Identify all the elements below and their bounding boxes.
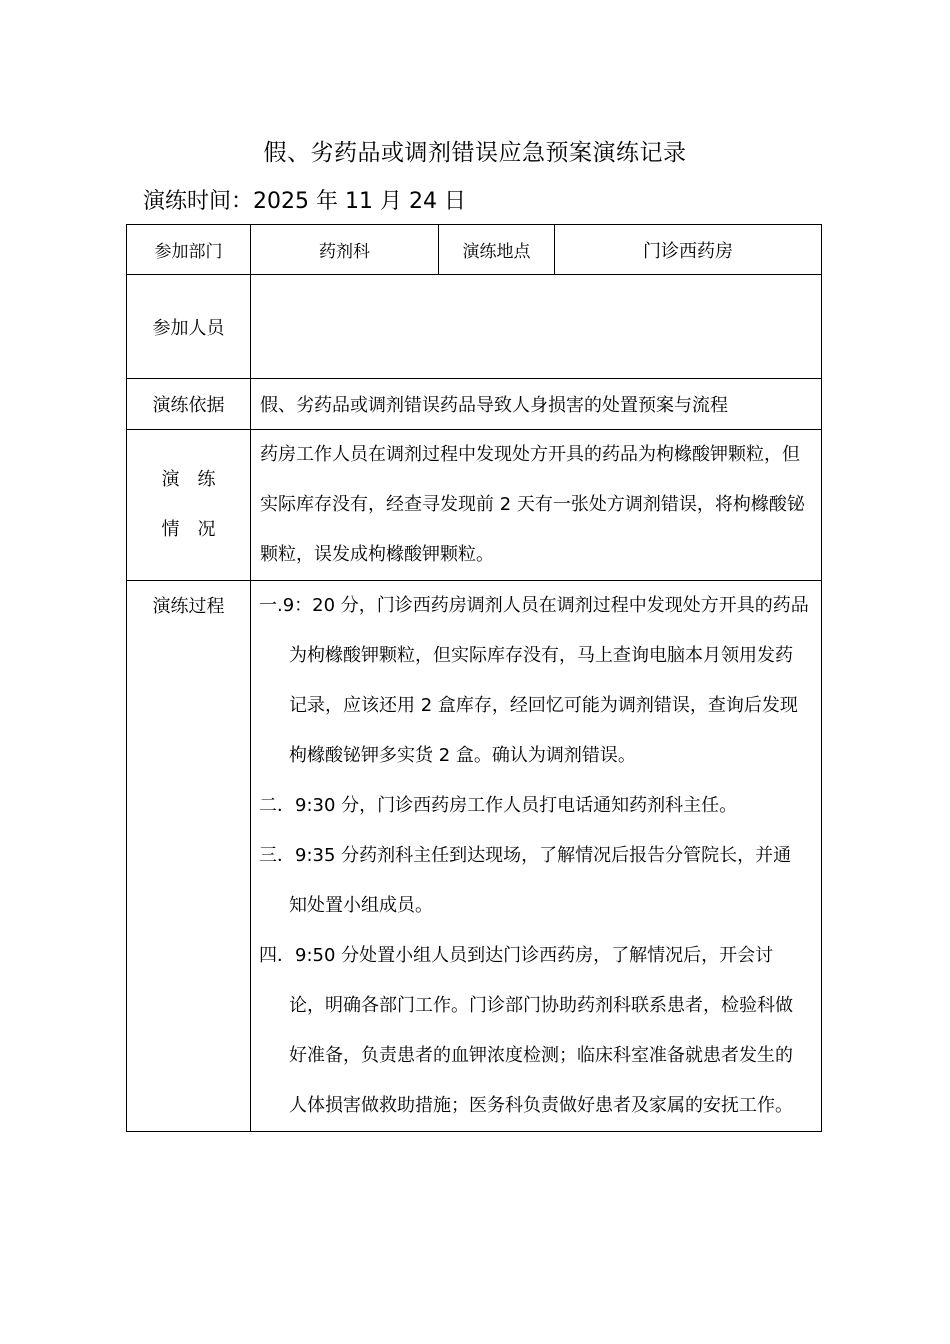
process-step: 四．9:50 分处置小组人员到达门诊西药房，了解情况后，开会讨论，明确各部门工作。门诊部门协助药剂科联系患者，检验科做好准备，负责患者的血钾浓度检测；临床科室准备就患者发生的人体损害做救助措施；医务科负责做好患者及家属的安抚工作。 [259, 945, 793, 1116]
dept-value: 药剂科 [251, 225, 439, 275]
basis-value: 假、劣药品或调剂错误药品导致人身损害的处置预案与流程 [251, 379, 822, 430]
location-value: 门诊西药房 [555, 225, 822, 275]
table-row [127, 225, 822, 275]
document-title: 假、劣药品或调剂错误应急预案演练记录 [263, 140, 687, 166]
drill-time: 演练时间：2025 年 11 月 24 日 [143, 189, 466, 214]
table-row [127, 379, 822, 430]
process-label: 演练过程 [127, 581, 251, 1132]
situation-label [127, 430, 251, 581]
table-row [127, 581, 822, 1132]
dept-label: 参加部门 [127, 225, 251, 275]
process-step: 三．9:35 分药剂科主任到达现场，了解情况后报告分管院长，并通知处置小组成员。 [259, 845, 792, 916]
location-label: 演练地点 [439, 225, 555, 275]
participants-label: 参加人员 [127, 275, 251, 379]
process-step: 二．9:30 分，门诊西药房工作人员打电话通知药剂科主任。 [259, 795, 738, 816]
situation-label-line: 情 况 [161, 519, 216, 540]
situation-value: 药房工作人员在调剂过程中发现处方开具的药品为枸橼酸钾颗粒，但实际库存没有，经查寻发现前 2 天有一张处方调剂错误，将枸橼酸铋颗粒，误发成枸橼酸钾颗粒。 [251, 430, 822, 581]
situation-label-line: 演 练 [161, 469, 216, 490]
process-value [251, 581, 822, 1132]
basis-label: 演练依据 [127, 379, 251, 430]
table-row [127, 430, 822, 581]
process-step: 一.9：20 分，门诊西药房调剂人员在调剂过程中发现处方开具的药品为枸橼酸钾颗粒，但实际库存没有，马上查询电脑本月领用发药记录，应该还用 2 盒库存，经回忆可能为调剂错误，查询后发现枸橼酸铋钾多实货 2 盒。确认为调剂错误。 [259, 595, 809, 766]
drill-record-table [126, 224, 822, 1132]
table-row [127, 275, 822, 379]
participants-value [251, 275, 822, 379]
